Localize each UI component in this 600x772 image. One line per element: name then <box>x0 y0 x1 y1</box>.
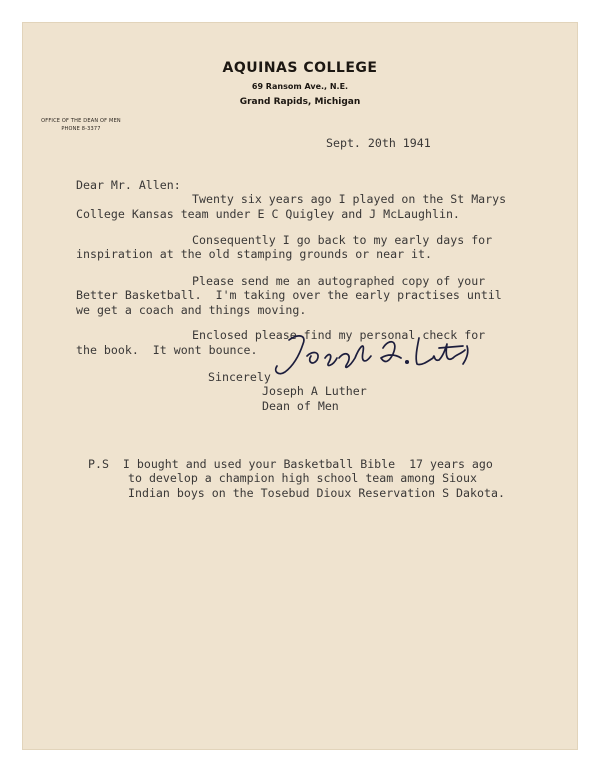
paragraph-1-line-1: Twenty six years ago I played on the St Marys <box>192 192 507 206</box>
handwritten-signature <box>267 328 477 378</box>
letter-page <box>22 22 578 750</box>
postscript-line-3: Indian boys on the Tosebud Dioux Reservation S Dakota. <box>128 486 505 500</box>
paragraph-3-line-1: Please send me an autographed copy of your <box>192 274 486 288</box>
paragraph-3-line-2: Better Basketball. I'm taking over the early practises until <box>76 288 502 302</box>
college-city: Grand Rapids, Michigan <box>239 97 361 107</box>
office-line: OFFICE OF THE DEAN OF MEN <box>41 118 121 124</box>
office-phone: PHONE 8-3377 <box>61 126 101 132</box>
college-address: 69 Ransom Ave., N.E. <box>251 82 349 91</box>
closing: Sincerely <box>208 370 271 384</box>
paragraph-2-line-1: Consequently I go back to my early days for <box>192 233 493 247</box>
salutation: Dear Mr. Allen: <box>76 178 181 192</box>
paragraph-2-line-2: inspiration at the old stamping grounds or near it. <box>76 247 432 261</box>
letter-date: Sept. 20th 1941 <box>326 136 431 150</box>
office-block <box>36 117 126 133</box>
postscript-line-2: to develop a champion high school team among Sioux <box>128 471 478 485</box>
postscript-line-1: P.S I bought and used your Basketball Bible 17 years ago <box>88 457 493 471</box>
signer-name: Joseph A Luther <box>262 384 367 398</box>
paragraph-1-line-2: College Kansas team under E C Quigley and J McLaughlin. <box>76 207 460 221</box>
paragraph-3-line-3: we get a coach and things moving. <box>76 303 307 317</box>
college-name: AQUINAS COLLEGE <box>222 60 378 76</box>
paragraph-4-line-1: Enclosed please find my personal check for <box>192 328 486 342</box>
signer-title: Dean of Men <box>262 399 339 413</box>
paragraph-4-line-2: the book. It wont bounce. <box>76 343 258 357</box>
